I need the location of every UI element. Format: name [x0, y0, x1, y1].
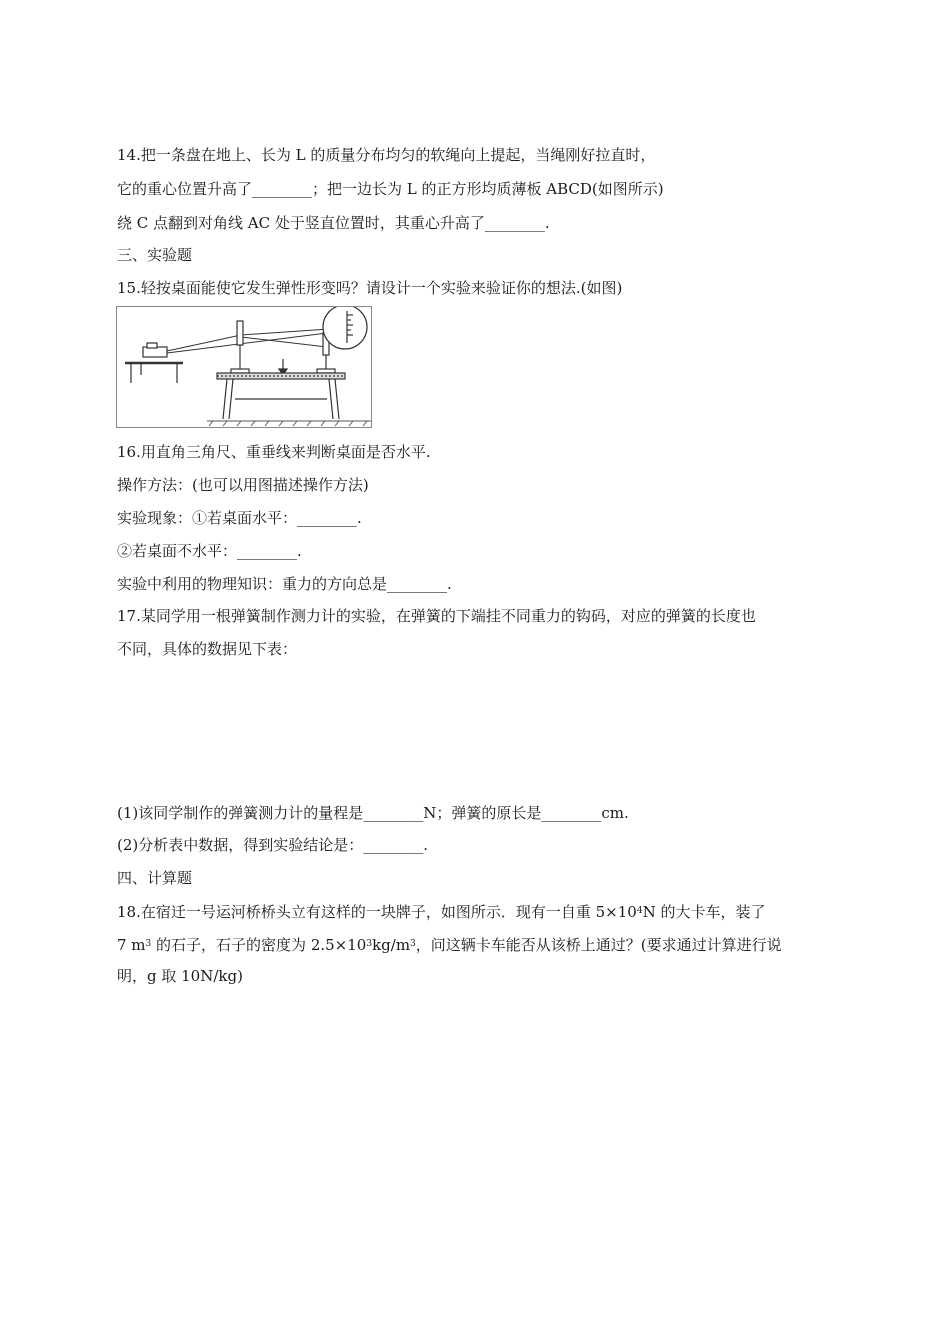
q18-line-2-text-a: 7 m — [117, 936, 146, 954]
q14-line-1: 14.把一条盘在地上、长为 L 的质量分布均匀的软绳向上提起，当绳刚好拉直时， — [117, 146, 656, 164]
q18-exponent-2: 3 — [145, 939, 152, 949]
q16-line-5: 实验中利用的物理知识：重力的方向总是________. — [117, 575, 452, 593]
q18-exponent-1: 4 — [636, 906, 643, 916]
q16-line-4: ②若桌面不水平：________. — [117, 542, 302, 560]
main-table-icon — [217, 373, 345, 419]
table-deformation-illustration — [117, 307, 371, 427]
q17-line-4: (2)分析表中数据，得到实验结论是：________. — [117, 836, 429, 854]
q14-line-3: 绕 C 点翻到对角线 AC 处于竖直位置时，其重心升高了________. — [117, 214, 550, 232]
ground-line — [207, 421, 371, 426]
q18-exponent-4: 3 — [410, 939, 416, 949]
scale-magnifier-icon — [323, 307, 367, 349]
q14-line-2: 它的重心位置升高了________；把一边长为 L 的正方形均质薄板 ABCD(如图所示) — [117, 180, 664, 198]
q16-line-3: 实验现象：①若桌面水平：________. — [117, 509, 362, 527]
mirror-stand-left — [231, 321, 249, 373]
q18-line-2-text-c: kg/m — [372, 936, 411, 954]
q18-line-3: 明，g 取 10N/kg) — [117, 967, 243, 985]
q18-line-2-text-b: 的石子，石子的密度为 2.5×10 — [151, 936, 367, 954]
q18-line-2 — [117, 934, 782, 955]
light-beam-lines — [167, 329, 329, 353]
q18-line-1-text-a: 18.在宿迁一号运河桥桥头立有这样的一块牌子，如图所示．现有一自重 5×10 — [117, 903, 637, 921]
q17-line-2: 不同，具体的数据见下表： — [117, 640, 298, 658]
q18-line-1 — [117, 901, 765, 922]
q18-line-1-text-b: N 的大卡车，装了 — [642, 903, 766, 921]
q16-line-1: 16.用直角三角尺、重垂线来判断桌面是否水平. — [117, 443, 431, 461]
q17-line-1: 17.某同学用一根弹簧制作测力计的实验，在弹簧的下端挂不同重力的钩码，对应的弹簧的长度也 — [117, 607, 756, 625]
q17-line-3: (1)该同学制作的弹簧测力计的量程是________N；弹簧的原长是________cm. — [117, 804, 629, 822]
q15-line-1: 15.轻按桌面能使它发生弹性形变吗？请设计一个实验来验证你的想法.(如图) — [117, 279, 623, 297]
section-heading-calculation: 四、计算题 — [117, 869, 193, 887]
q18-exponent-3: 3 — [366, 939, 373, 949]
section-heading-experiment: 三、实验题 — [117, 246, 193, 264]
q16-line-2: 操作方法：(也可以用图描述操作方法) — [117, 476, 369, 494]
q15-figure-table-laser-diagram — [116, 306, 372, 428]
q18-line-2-text-d: ，问这辆卡车能否从该桥上通过？(要求通过计算进行说 — [415, 936, 782, 954]
